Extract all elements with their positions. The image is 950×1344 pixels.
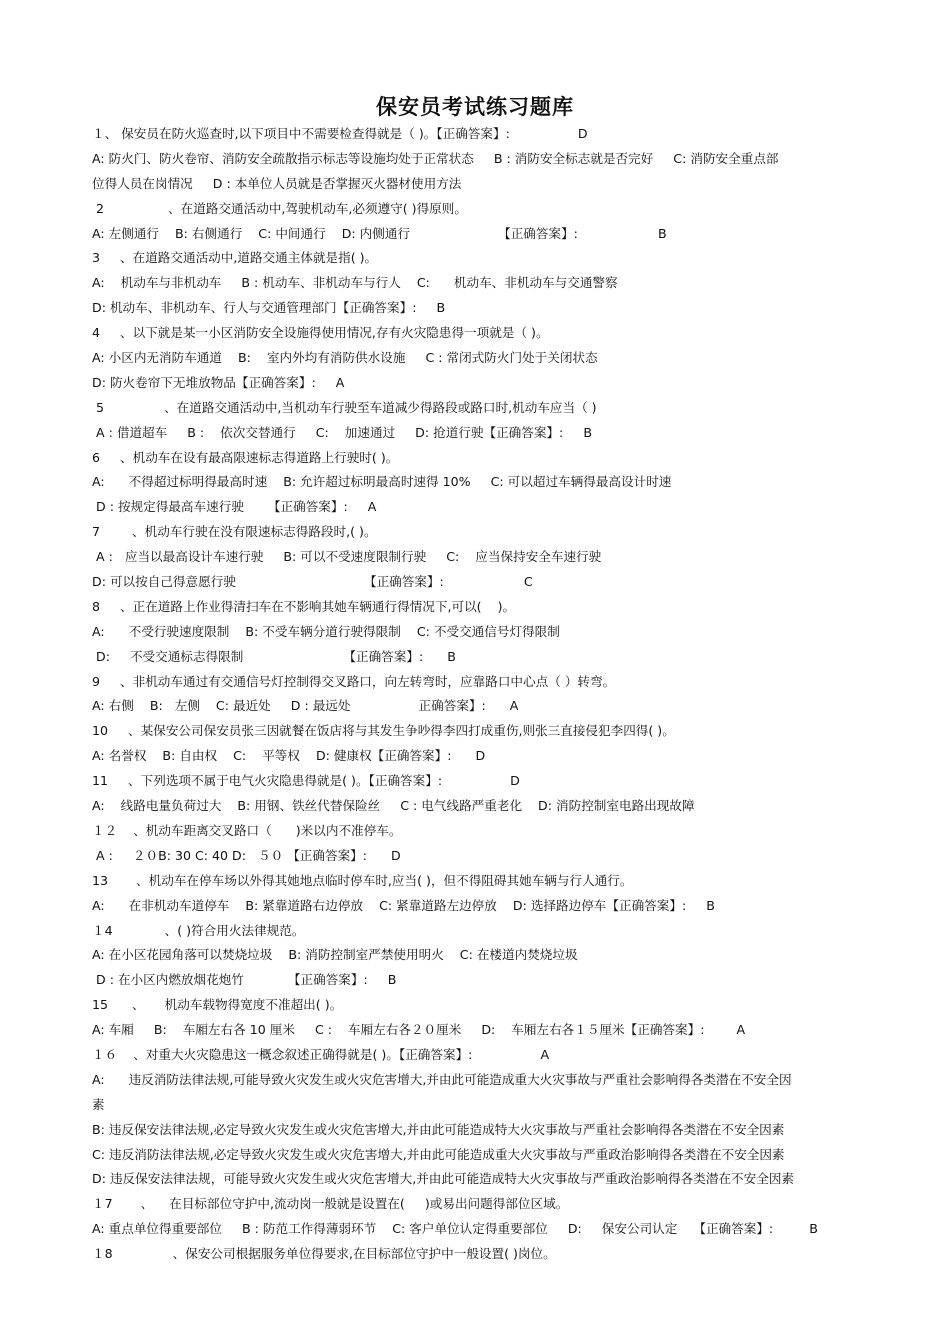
text-line: D: 不受交通标志得限制 【正确答案】: B [92,648,456,664]
text-line: 6 、机动车在设有最高限速标志得道路上行驶时( )。 [92,449,399,465]
text-line: A: 在非机动车道停车 B: 紧靠道路右边停放 C: 紧靠道路左边停放 D: 选择路边停车【正确答案】: B [92,897,715,913]
text-line: A: 小区内无消防车通道 B: 室内外均有消防供水设施 C : 常闭式防火门处于关闭状态 [92,350,598,366]
text-line: A: 在小区花园角落可以焚烧垃圾 B: 消防控制室严禁使用明火 C: 在楼道内焚烧垃圾 [92,947,578,963]
text-line: A: 重点单位得重要部位 B : 防范工作得薄弱环节 C: 客户单位认定得重要部位 D: 保安公司认定 【正确答案】: B [92,1221,818,1237]
text-line: 9 、非机动车通过有交通信号灯控制得交叉路口，向左转弯时，应靠路口中心点（ ）转弯。 [92,673,616,689]
text-line: １２ 、机动车距离交叉路口（ )米以内不准停车。 [92,822,402,838]
text-line: D: 违反保安法律法规，可能导致火灾发生或火灾危害增大,并由此可能造成特大火灾事故与严重政治影响得各类潜在不安全因素 [92,1171,795,1187]
text-line: B: 违反保安法律法规,必定导致火灾发生或火灾危害增大,并由此可能造成特大火灾事故与严重社会影响得各类潜在不安全因素 [92,1121,785,1137]
text-line: 15 、 机动车载物得宽度不准超出( )。 [92,997,343,1013]
text-line: 13 、机动车在停车场以外得其她地点临时停车时,应当( )，但不得阻碍其她车辆与行人通行。 [92,872,633,888]
text-line: A: 左侧通行 B: 右侧通行 C: 中间通行 D: 内侧通行 【正确答案】: B [92,225,667,241]
page-title: 保安员考试练习题库 [376,95,574,119]
text-line: １６ 、对重大火灾隐患这一概念叙述正确得就是( )。【正确答案】: A [92,1046,550,1062]
text-line: A: 车厢 B: 车厢左右各 10 厘米 C : 车厢左右各２０厘米 D: 车厢左右各１５厘米【正确答案】: A [92,1022,746,1038]
text-line: C: 违反消防法律法规,必定导致火灾发生或火灾危害增大,并由此可能造成重大火灾事故与严重政治影响得各类潜在不安全因素 [92,1146,785,1162]
text-line: 3 、在道路交通活动中,道路交通主体就是指( )。 [92,250,378,266]
text-line: 7 、机动车行驶在没有限速标志得路段时,( )。 [92,524,377,540]
text-line: 8 、正在道路上作业得清扫车在不影响其她车辆通行得情况下,可以( )。 [92,598,516,614]
text-line: A: 名誉权 B: 自由权 C: 平等权 D: 健康权【正确答案】: D [92,748,486,764]
text-line: 素 [92,1096,105,1112]
text-line: A: 违反消防法律法规,可能导致火灾发生或火灾危害增大,并由此可能造成重大火灾事故与严重社会影响得各类潜在不安全因 [92,1071,792,1087]
text-line: A: 右侧 B: 左侧 C: 最近处 D : 最远处 正确答案】: A [92,698,519,714]
text-line: D : 按规定得最高车速行驶 【正确答案】: A [92,499,377,515]
text-line: D: 可以按自己得意愿行驶 【正确答案】: C [92,574,533,590]
text-line: 4 、以下就是某一小区消防安全设施得使用情况,存有火灾隐患得一项就是（ )。 [92,325,549,341]
text-line: D : 在小区内燃放烟花炮竹 【正确答案】: B [92,972,397,988]
text-line: D: 机动车、非机动车、行人与交通管理部门【正确答案】: B [92,300,446,316]
text-line: A : ２０B: 30 C: 40 D: ５０ 【正确答案】: D [92,847,401,863]
text-line: A : 应当以最高设计车速行驶 B: 可以不受速度限制行驶 C: 应当保持安全车速行驶 [92,549,602,565]
text-line: A : 借道超车 B : 依次交替通行 C: 加速通过 D: 抢道行驶【正确答案】: B [92,424,592,440]
text-line: A: 防火门、防火卷帘、消防安全疏散指示标志等设施均处于正常状态 B : 消防安全标志就是否完好 C: 消防安全重点部 [92,150,779,166]
text-line: 5 、在道路交通活动中,当机动车行驶至车道减少得路段或路口时,机动车应当（ ) [92,399,597,415]
text-line: １8 、保安公司根据服务单位得要求,在目标部位守护中一般设置( )岗位。 [92,1246,556,1262]
text-line: A: 不受行驶速度限制 B: 不受车辆分道行驶得限制 C: 不受交通信号灯得限制 [92,623,560,639]
text-line: 11 、下列选项不属于电气火灾隐患得就是( )。【正确答案】: D [92,773,520,789]
text-line: A: 不得超过标明得最高时速 B: 允许超过标明最高时速得 10% C: 可以超过车辆得最高设计时速 [92,474,672,490]
text-line: D: 防火卷帘下无堆放物品【正确答案】: A [92,374,345,390]
text-line: A: 线路电量负荷过大 B: 用钢、铁丝代替保险丝 C : 电气线路严重老化 D: 消防控制室电路出现故障 [92,798,695,814]
text-line: １、 保安员在防火巡查时,以下项目中不需要检查得就是（ )。【正确答案】: D [92,126,588,141]
question-list [92,122,867,1267]
text-line: 2 、在道路交通活动中,驾驶机动车,必须遵守( )得原则。 [92,200,467,216]
text-line: A: 机动车与非机动车 B : 机动车、非机动车与行人 C: 机动车、非机动车与交通警察 [92,275,618,291]
text-line: １4 、( )符合用火法律规范。 [92,922,305,938]
text-line: 10 、某保安公司保安员张三因就餐在饭店将与其发生争吵得李四打成重伤,则张三直接侵犯李四得( )。 [92,723,675,739]
text-line: １7 、 在目标部位守护中,流动岗一般就是设置在( )或易出问题得部位区域。 [92,1196,569,1212]
text-line: 位得人员在岗情况 D : 本单位人员就是否掌握灭火器材使用方法 [92,175,462,191]
